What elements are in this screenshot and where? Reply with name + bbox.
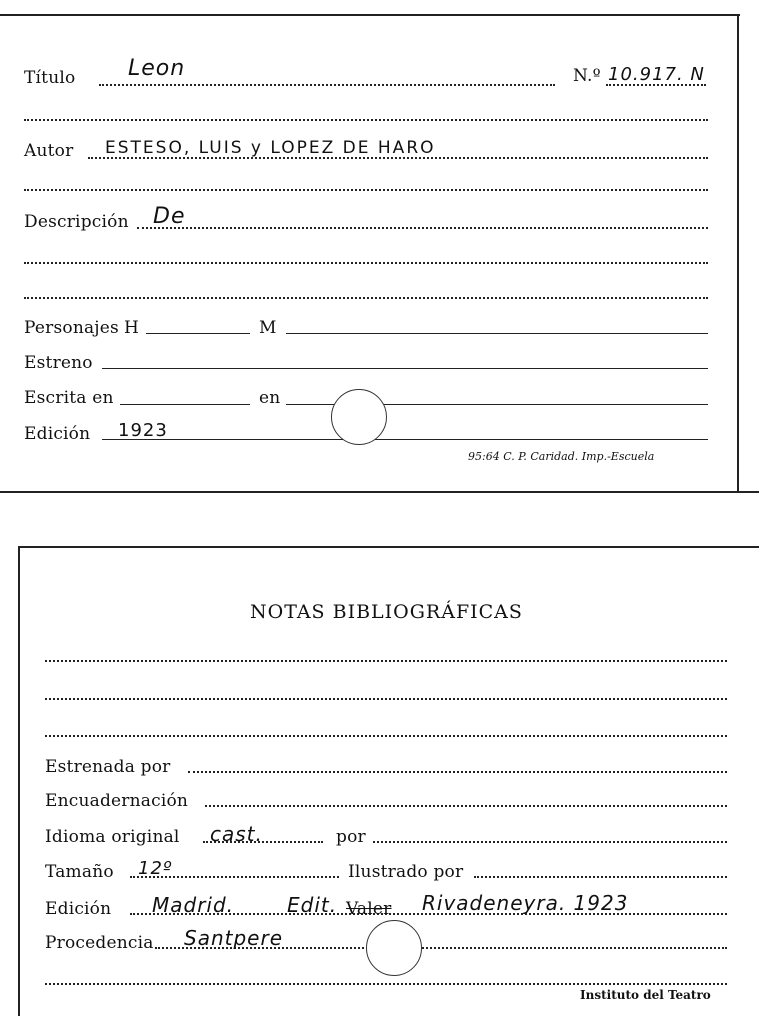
escrita-line: [120, 404, 250, 405]
edicion2-value-struck: Valer: [346, 899, 392, 919]
procedencia-value: Santpere: [184, 926, 283, 950]
personajes-h-line: [146, 333, 250, 334]
edicion2-value-edit: Edit.: [287, 893, 338, 917]
notas-line-1: [45, 660, 727, 662]
estreno-label: Estreno: [24, 353, 93, 373]
descripcion-line-2: [24, 262, 708, 264]
descripcion-label: Descripción: [24, 212, 129, 232]
card2-left-edge: [18, 546, 20, 1016]
card2-top-edge: [18, 546, 759, 548]
escrita-en-label: en: [259, 388, 281, 408]
estreno-line: [102, 368, 708, 369]
punch-hole: [331, 389, 387, 445]
descripcion-line: [137, 227, 708, 229]
edicion-line: [102, 439, 708, 440]
idioma-value: cast.: [210, 822, 263, 846]
personajes-m-label: M: [259, 318, 277, 338]
card-bottom-edge: [0, 491, 759, 493]
card-right-edge: [737, 14, 739, 492]
titulo-line: [99, 84, 555, 86]
edicion2-value-publisher: Rivadeneyra. 1923: [422, 891, 629, 915]
personajes-h-label: H: [124, 318, 140, 338]
final-line: [45, 983, 727, 985]
numero-label: N.º: [573, 66, 601, 86]
idioma-por-label: por: [336, 827, 366, 847]
notas-line-2: [45, 698, 727, 700]
estrenada-label: Estrenada por: [45, 757, 171, 777]
descripcion-line-3: [24, 297, 708, 299]
notas-line-3: [45, 735, 727, 737]
ilustrado-label: Ilustrado por: [348, 862, 464, 882]
idioma-por-line: [373, 841, 727, 843]
edicion-label: Edición: [24, 424, 91, 444]
tamano-value: 12º: [138, 858, 173, 879]
punch-hole-2: [366, 920, 422, 976]
titulo-line-2: [24, 119, 708, 121]
procedencia-label: Procedencia: [45, 933, 154, 953]
personajes-m-line: [286, 333, 708, 334]
edicion-value: 1923: [118, 420, 168, 441]
estrenada-line: [188, 771, 727, 773]
printer-imprint: 95:64 C. P. Caridad. Imp.-Escuela: [468, 450, 655, 463]
escrita-label: Escrita en: [24, 388, 114, 408]
edicion2-label: Edición: [45, 899, 112, 919]
titulo-value: Leon: [128, 56, 186, 81]
autor-line-2: [24, 189, 708, 191]
encuadernacion-line: [205, 805, 727, 807]
ilustrado-line: [474, 876, 727, 878]
numero-value: 10.917. N: [608, 64, 705, 85]
autor-value: ESTESO, LUIS y LOPEZ DE HARO: [105, 138, 436, 158]
titulo-label: Título: [24, 68, 76, 88]
autor-label: Autor: [24, 141, 74, 161]
descripcion-value: De: [153, 204, 186, 229]
notas-heading: NOTAS BIBLIOGRÁFICAS: [250, 601, 523, 623]
tamano-label: Tamaño: [45, 862, 114, 882]
card-top-edge: [0, 14, 740, 16]
personajes-label: Personajes: [24, 318, 119, 338]
institution-footer: Instituto del Teatro: [580, 988, 711, 1002]
idioma-label: Idioma original: [45, 827, 180, 847]
edicion2-value-city: Madrid.: [152, 893, 235, 917]
encuadernacion-label: Encuadernación: [45, 791, 189, 811]
